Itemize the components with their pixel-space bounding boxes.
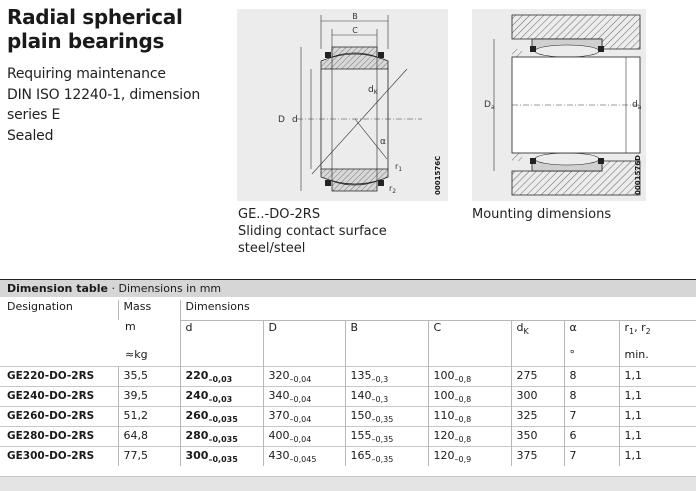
label-dk: $d_K$	[368, 85, 378, 96]
col-mass-symbol: m	[125, 320, 136, 333]
cell-B: $150_{-0,35}$	[345, 406, 428, 426]
col-D: D	[263, 320, 345, 348]
col-alpha: α	[564, 320, 619, 348]
label-r1: $r_1$	[395, 162, 403, 173]
cell-D: $430_{-0,045}$	[263, 446, 345, 466]
cell-B: $135_{-0,3}$	[345, 366, 428, 386]
cell-d: $280_{-0,035}$	[180, 426, 263, 446]
subtitle-line: series E	[7, 107, 61, 123]
cell-C: $120_{-0,8}$	[428, 426, 511, 446]
cell-alpha: 7	[564, 406, 619, 426]
table-footer-band	[0, 476, 696, 491]
col-mass-unit: ≈kg	[125, 348, 148, 361]
cell-r: 1,1	[619, 366, 696, 386]
table-row	[0, 426, 696, 446]
label-B: B	[352, 12, 358, 21]
cell-C: $110_{-0,8}$	[428, 406, 511, 426]
cell-mass: 35,5	[118, 366, 180, 386]
subtitle-line: Sealed	[7, 127, 54, 144]
label-D: D	[278, 115, 285, 125]
bearing-section-figure	[237, 9, 448, 201]
dimension-table	[0, 300, 696, 466]
mounting-drawing	[472, 9, 646, 201]
cell-C: $100_{-0,8}$	[428, 386, 511, 406]
col-B: B	[345, 320, 428, 348]
caption-line: steel/steel	[238, 241, 306, 256]
page-title	[7, 5, 183, 53]
cell-dk: 300	[511, 386, 564, 406]
table-row	[0, 446, 696, 466]
cell-B: $155_{-0,35}$	[345, 426, 428, 446]
cell-dk: 350	[511, 426, 564, 446]
cell-r: 1,1	[619, 426, 696, 446]
col-B-unit	[345, 348, 428, 366]
cell-alpha: 8	[564, 386, 619, 406]
table-row	[0, 406, 696, 426]
caption-line: GE..-DO-2RS	[238, 207, 321, 222]
col-designation: Designation	[7, 300, 73, 313]
figure1-caption	[238, 206, 387, 257]
table-row	[0, 366, 696, 386]
page-subtitle	[7, 64, 200, 146]
cell-d: $260_{-0,035}$	[180, 406, 263, 426]
cell-mass: 64,8	[118, 426, 180, 446]
title-line: Radial spherical	[7, 5, 183, 29]
caption-line: Sliding contact surface	[238, 224, 387, 239]
cell-r: 1,1	[619, 406, 696, 426]
cell-D: $320_{-0,04}$	[263, 366, 345, 386]
subtitle-line: Requiring maintenance	[7, 66, 166, 82]
cell-r: 1,1	[619, 386, 696, 406]
label-da: $d_a$	[632, 100, 642, 111]
cell-dk: 325	[511, 406, 564, 426]
cell-dk: 375	[511, 446, 564, 466]
table-row	[0, 386, 696, 406]
cell-D: $340_{-0,04}$	[263, 386, 345, 406]
cell-d: $300_{-0,035}$	[180, 446, 263, 466]
label-r2: $r_2$	[389, 184, 397, 195]
figure-code: 0001576D	[634, 155, 642, 195]
subtitle-line: DIN ISO 12240-1, dimension	[7, 86, 201, 103]
cell-d: $240_{-0,03}$	[180, 386, 263, 406]
title-line: plain bearings	[7, 29, 165, 53]
col-d: d	[180, 320, 263, 348]
col-alpha-unit: °	[564, 348, 619, 366]
cell-designation: GE300-DO-2RS	[0, 446, 118, 466]
col-dimensions: Dimensions	[180, 300, 696, 320]
cell-dk: 275	[511, 366, 564, 386]
col-dk: $d_K$	[511, 320, 564, 348]
col-mass: Mass	[118, 300, 180, 320]
table-title: Dimension table	[7, 282, 108, 295]
bearing-section-drawing	[237, 9, 448, 201]
cell-mass: 51,2	[118, 406, 180, 426]
col-D-unit	[263, 348, 345, 366]
mounting-figure	[472, 9, 646, 201]
figure2-caption	[472, 206, 611, 223]
cell-mass: 77,5	[118, 446, 180, 466]
cell-alpha: 8	[564, 366, 619, 386]
col-d-unit	[180, 348, 263, 366]
cell-designation: GE260-DO-2RS	[0, 406, 118, 426]
col-r-unit: min.	[619, 348, 696, 366]
cell-designation: GE220-DO-2RS	[0, 366, 118, 386]
col-dk-unit	[511, 348, 564, 366]
cell-r: 1,1	[619, 446, 696, 466]
cell-alpha: 7	[564, 446, 619, 466]
cell-alpha: 6	[564, 426, 619, 446]
cell-D: $370_{-0,04}$	[263, 406, 345, 426]
col-C-unit	[428, 348, 511, 366]
cell-B: $165_{-0,35}$	[345, 446, 428, 466]
cell-C: $120_{-0,9}$	[428, 446, 511, 466]
cell-designation: GE240-DO-2RS	[0, 386, 118, 406]
label-alpha: α	[380, 137, 386, 147]
cell-B: $140_{-0,3}$	[345, 386, 428, 406]
label-Da: $D_a$	[484, 100, 495, 111]
table-title-band	[0, 279, 696, 297]
figure-code: 0001576C	[434, 155, 442, 195]
caption-line: Mounting dimensions	[472, 207, 612, 222]
label-C: C	[352, 26, 358, 35]
cell-mass: 39,5	[118, 386, 180, 406]
cell-d: $220_{-0,03}$	[180, 366, 263, 386]
cell-designation: GE280-DO-2RS	[0, 426, 118, 446]
col-r: $r_1$, $r_2$	[619, 320, 696, 348]
label-d: d	[292, 115, 298, 125]
cell-C: $100_{-0,8}$	[428, 366, 511, 386]
cell-D: $400_{-0,04}$	[263, 426, 345, 446]
col-C: C	[428, 320, 511, 348]
table-title-suffix: · Dimensions in mm	[107, 282, 222, 295]
